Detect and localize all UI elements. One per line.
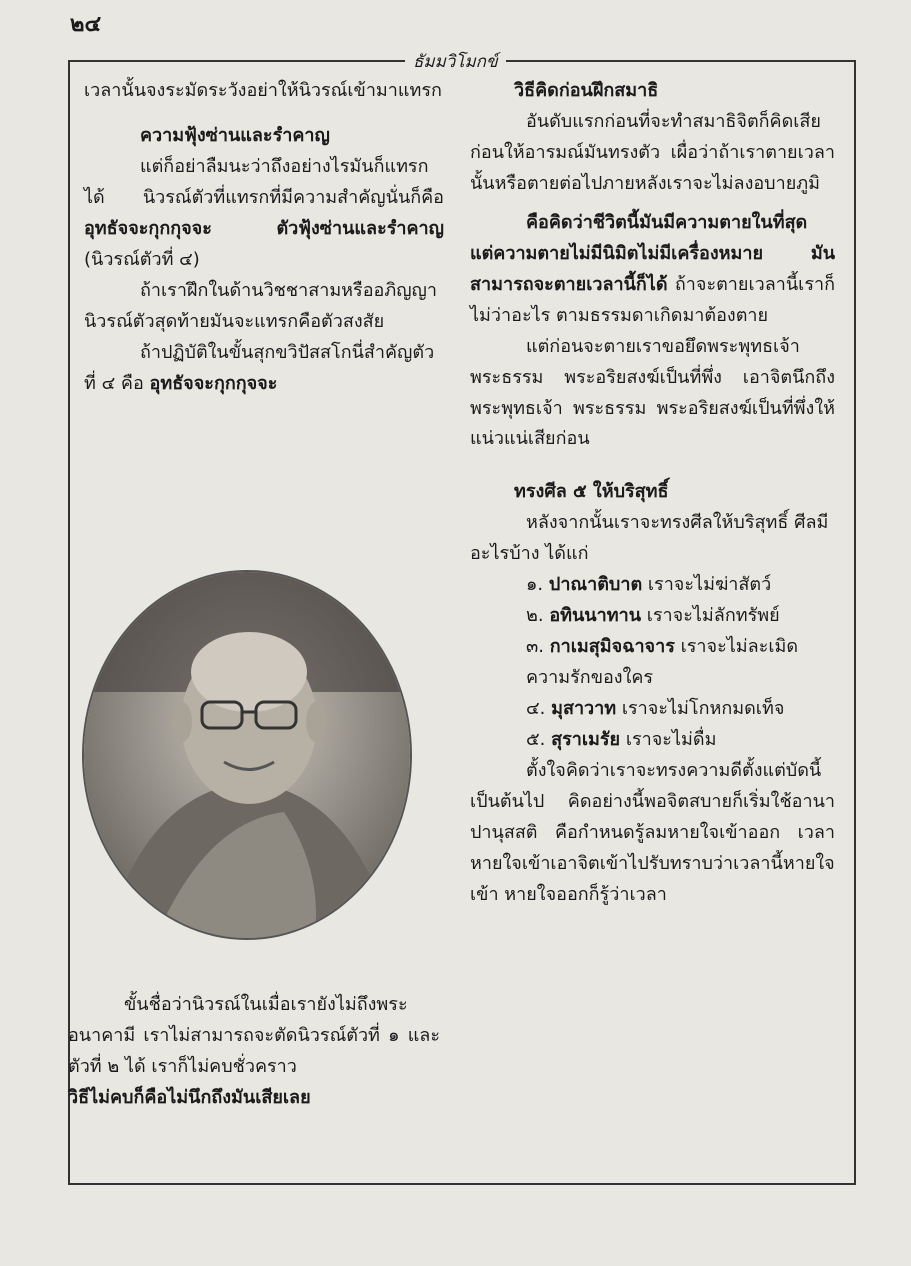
left-bottom-text: [68, 990, 440, 1114]
list-item: ๔. มุสาวาท เราจะไม่โกหกมดเท็จ: [526, 698, 785, 720]
page-number: ๒๔: [70, 12, 102, 37]
left-bottom-paragraph: ขั้นชื่อว่านิวรณ์ในเมื่อเรายังไม่ถึงพระอนาคามี เราไม่สามารถจะตัดนิวรณ์ตัวที่ ๑ และตัวที่ ๒ ได้ เราก็ไม่คบชั่วคราว: [68, 994, 440, 1077]
right-column: [470, 76, 835, 911]
right-heading-2: ทรงศีล ๕ ให้บริสุทธิ์: [514, 481, 669, 503]
left-paragraph-3: ถ้าเราฝึกในด้านวิชชาสามหรืออภิญญา นิวรณ์ตัวสุดท้ายมันจะแทรกคือตัวสงสัย: [84, 279, 437, 332]
list-item: ๑. ปาณาติบาต เราจะไม่ฆ่าสัตว์: [526, 574, 772, 596]
right-paragraph-1: อันดับแรกก่อนที่จะทำสมาธิจิตก็คิดเสียก่อนให้อารมณ์มันทรงตัว เผื่อว่าถ้าเราตายเวลานั้นหรือตายต่อไปภายหลังเราจะไม่ลงอบายภูมิ: [470, 110, 835, 194]
right-paragraph-5: ตั้งใจคิดว่าเราจะทรงความดีตั้งแต่บัดนี้เป็นต้นไป คิดอย่างนี้พอจิตสบายก็เริ่มใช้อานาปานุสสติ คือกำหนดรู้ลมหายใจเข้าออก เวลาหายใจเข้าเอาจิตเข้าไปรับทราบว่าเวลานี้หายใจเข้า หายใจออกก็รู้ว่าเวลา: [470, 760, 835, 905]
list-item: ๕. สุราเมรัย เราจะไม่ดื่ม: [526, 729, 717, 751]
left-paragraph-4: ถ้าปฏิบัติในขั้นสุกขวิปัสสโกนี่สำคัญตัวที่ ๔ คือ อุทธัจจะกุกกุจจะ: [84, 341, 435, 394]
monk-portrait-photo: [82, 570, 412, 940]
list-item: ๒. อทินนาทาน เราจะไม่ลักทรัพย์: [526, 605, 780, 627]
right-paragraph-2: คือคิดว่าชีวิตนี้มันมีความตายในที่สุด แต่ความตายไม่มีนิมิตไม่มีเครื่องหมาย มันสามารถจะตายเวลานี้ก็ได้ ถ้าจะตายเวลานี้เราก็ไม่ว่าอะไร ตามธรรมดาเกิดมาต้องตาย: [470, 211, 835, 326]
right-heading-1: วิธีคิดก่อนฝึกสมาธิ: [514, 80, 659, 101]
left-paragraph-1: เวลานั้นจงระมัดระวังอย่าให้นิวรณ์เข้ามาแทรก: [84, 80, 442, 101]
left-heading: ความฟุ้งซ่านและรำคาญ: [140, 124, 330, 146]
list-item: ๓. กาเมสุมิจฉาจาร เราจะไม่ละเมิดความรักของใคร: [526, 636, 799, 689]
header-title: ธัมมวิโมกข์: [405, 48, 506, 75]
right-paragraph-4: หลังจากนั้นเราจะทรงศีลให้บริสุทธิ์ ศีลมีอะไรบ้าง ได้แก่: [470, 512, 829, 565]
right-paragraph-3: แต่ก่อนจะตายเราขอยึดพระพุทธเจ้า พระธรรม พระอริยสงฆ์เป็นที่พึ่ง เอาจิตนึกถึงพระพุทธเจ้า พระธรรม พระอริยสงฆ์เป็นที่พึ่งให้แน่วแน่เสียก่อน: [470, 335, 835, 450]
left-column: [84, 76, 444, 400]
precepts-list: [470, 570, 835, 756]
left-paragraph-2: แต่ก็อย่าลืมนะว่าถึงอย่างไรมันก็แทรกได้ นิวรณ์ตัวที่แทรกที่มีความสำคัญนั่นก็คือ อุทธัจจะกุกกุจจะ ตัวฟุ้งซ่านและรำคาญ (นิวรณ์ตัวที่ ๔): [84, 155, 444, 270]
left-bottom-bold: วิธีไม่คบก็คือไม่นึกถึงมันเสียเลย: [68, 1086, 311, 1108]
